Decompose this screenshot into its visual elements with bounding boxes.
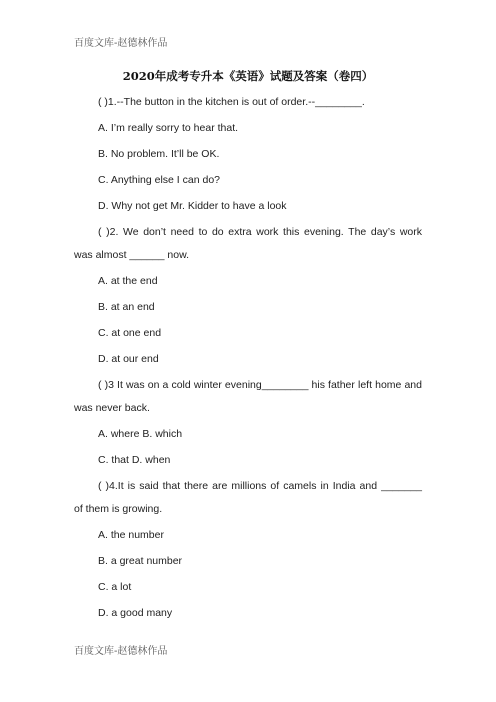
- question-3-stem-continued: was never back.: [74, 402, 150, 414]
- question-2-stem: ( )2. We don’t need to do extra work this evening. The day’s work: [98, 226, 422, 238]
- question-1-option-c: C. Anything else I can do?: [98, 174, 220, 186]
- question-2-option-b: B. at an end: [98, 301, 155, 313]
- question-2-option-c: C. at one end: [98, 327, 162, 339]
- document-body: [74, 96, 422, 633]
- question-1-option-b: B. No problem. It’ll be OK.: [98, 148, 220, 160]
- question-3-options-cd: C. that D. when: [98, 454, 171, 466]
- question-4-option-a: A. the number: [98, 529, 164, 541]
- page-header: 百度文库-赵德林作品: [74, 38, 168, 49]
- question-4-option-c: C. a lot: [98, 581, 132, 593]
- question-3-stem: ( )3 It was on a cold winter evening________ his father left home and: [98, 379, 422, 391]
- question-2-stem-continued: was almost ______ now.: [74, 249, 189, 261]
- question-2-option-d: D. at our end: [98, 353, 159, 365]
- question-4-stem-continued: of them is growing.: [74, 503, 163, 515]
- question-3-options-ab: A. where B. which: [98, 428, 183, 440]
- question-1-option-a: A. I’m really sorry to hear that.: [98, 122, 239, 134]
- question-1-option-d: D. Why not get Mr. Kidder to have a look: [98, 200, 287, 212]
- page-footer: 百度文库-赵德林作品: [74, 646, 168, 657]
- question-4-option-d: D. a good many: [98, 607, 173, 619]
- document-title: 2020年成考专升本《英语》试题及答案（卷四）: [122, 69, 374, 83]
- question-4-stem: ( )4.It is said that there are millions of camels in India and _______: [98, 480, 422, 492]
- question-1-stem: ( )1.--The button in the kitchen is out of order.--________.: [98, 96, 365, 108]
- question-4-option-b: B. a great number: [98, 555, 183, 567]
- question-2-option-a: A. at the end: [98, 275, 158, 287]
